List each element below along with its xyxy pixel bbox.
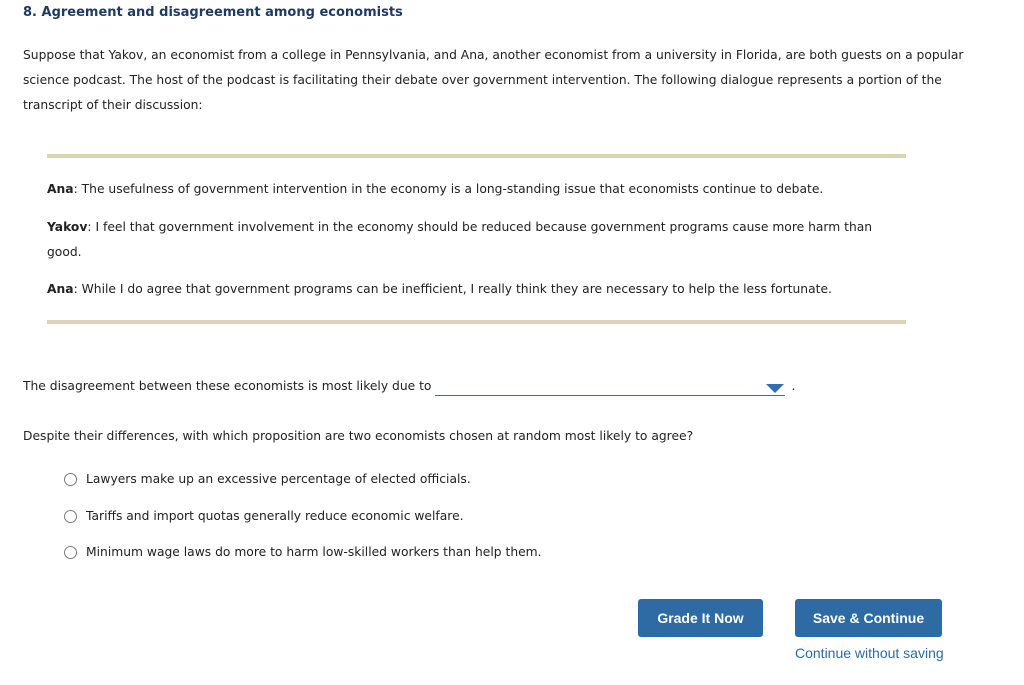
fill-blank-prompt: The disagreement between these economists is most likely due to [23,379,432,393]
question-intro: Suppose that Yakov, an economist from a college in Pennsylvania, and Ana, another economist from a university in Florida, are both guests on a popular science podcast. The host of the podcast is facilitating their debate over government intervention. The following dialogue represents a portion of the transcript of their discussion: [23,48,964,112]
answer-option-label: Minimum wage laws do more to harm low-skilled workers than help them. [86,545,542,559]
dialogue-text: I feel that government involvement in the economy should be reduced because government programs cause more harm than good. [47,220,873,259]
dialogue-separator: : [87,220,96,234]
dialogue-line [47,177,897,202]
dialogue-separator: : [73,182,82,196]
dialogue-line [47,215,897,265]
dialogue-text: While I do agree that government programs can be inefficient, I really think they are necessary to help the less fortunate. [81,282,832,296]
question-title: 8. Agreement and disagreement among economists [23,5,403,20]
dialogue-bottom-divider [47,320,906,324]
radio-button-icon[interactable] [64,510,77,523]
dialogue-speaker: Ana [47,282,74,296]
dialogue-speaker: Ana [47,182,74,196]
dialogue-separator: : [73,282,82,296]
save-and-continue-button[interactable]: Save & Continue [795,599,942,637]
grade-it-now-button[interactable]: Grade It Now [638,599,763,637]
multiple-choice-prompt: Despite their differences, with which proposition are two economists chosen at random most likely to agree? [23,429,694,443]
answer-option-tariffs[interactable] [64,506,464,526]
answer-option-label: Tariffs and import quotas generally reduce economic welfare. [86,509,464,523]
fill-blank-suffix: . [791,379,796,393]
chevron-down-icon[interactable] [766,384,784,393]
fill-blank-row [23,376,795,396]
continue-without-saving-link[interactable]: Continue without saving [795,645,944,661]
dialogue-top-divider [47,154,906,158]
dialogue-speaker: Yakov [47,220,88,234]
radio-button-icon[interactable] [64,546,77,559]
dialogue-text: The usefulness of government intervention in the economy is a long-standing issue that economists continue to debate. [81,182,824,196]
answer-option-minimum-wage[interactable] [64,542,542,562]
answer-option-lawyers[interactable] [64,469,471,489]
disagreement-dropdown[interactable] [435,378,785,396]
dialogue-line [47,277,897,302]
radio-button-icon[interactable] [64,473,77,486]
answer-option-label: Lawyers make up an excessive percentage of elected officials. [86,472,471,486]
